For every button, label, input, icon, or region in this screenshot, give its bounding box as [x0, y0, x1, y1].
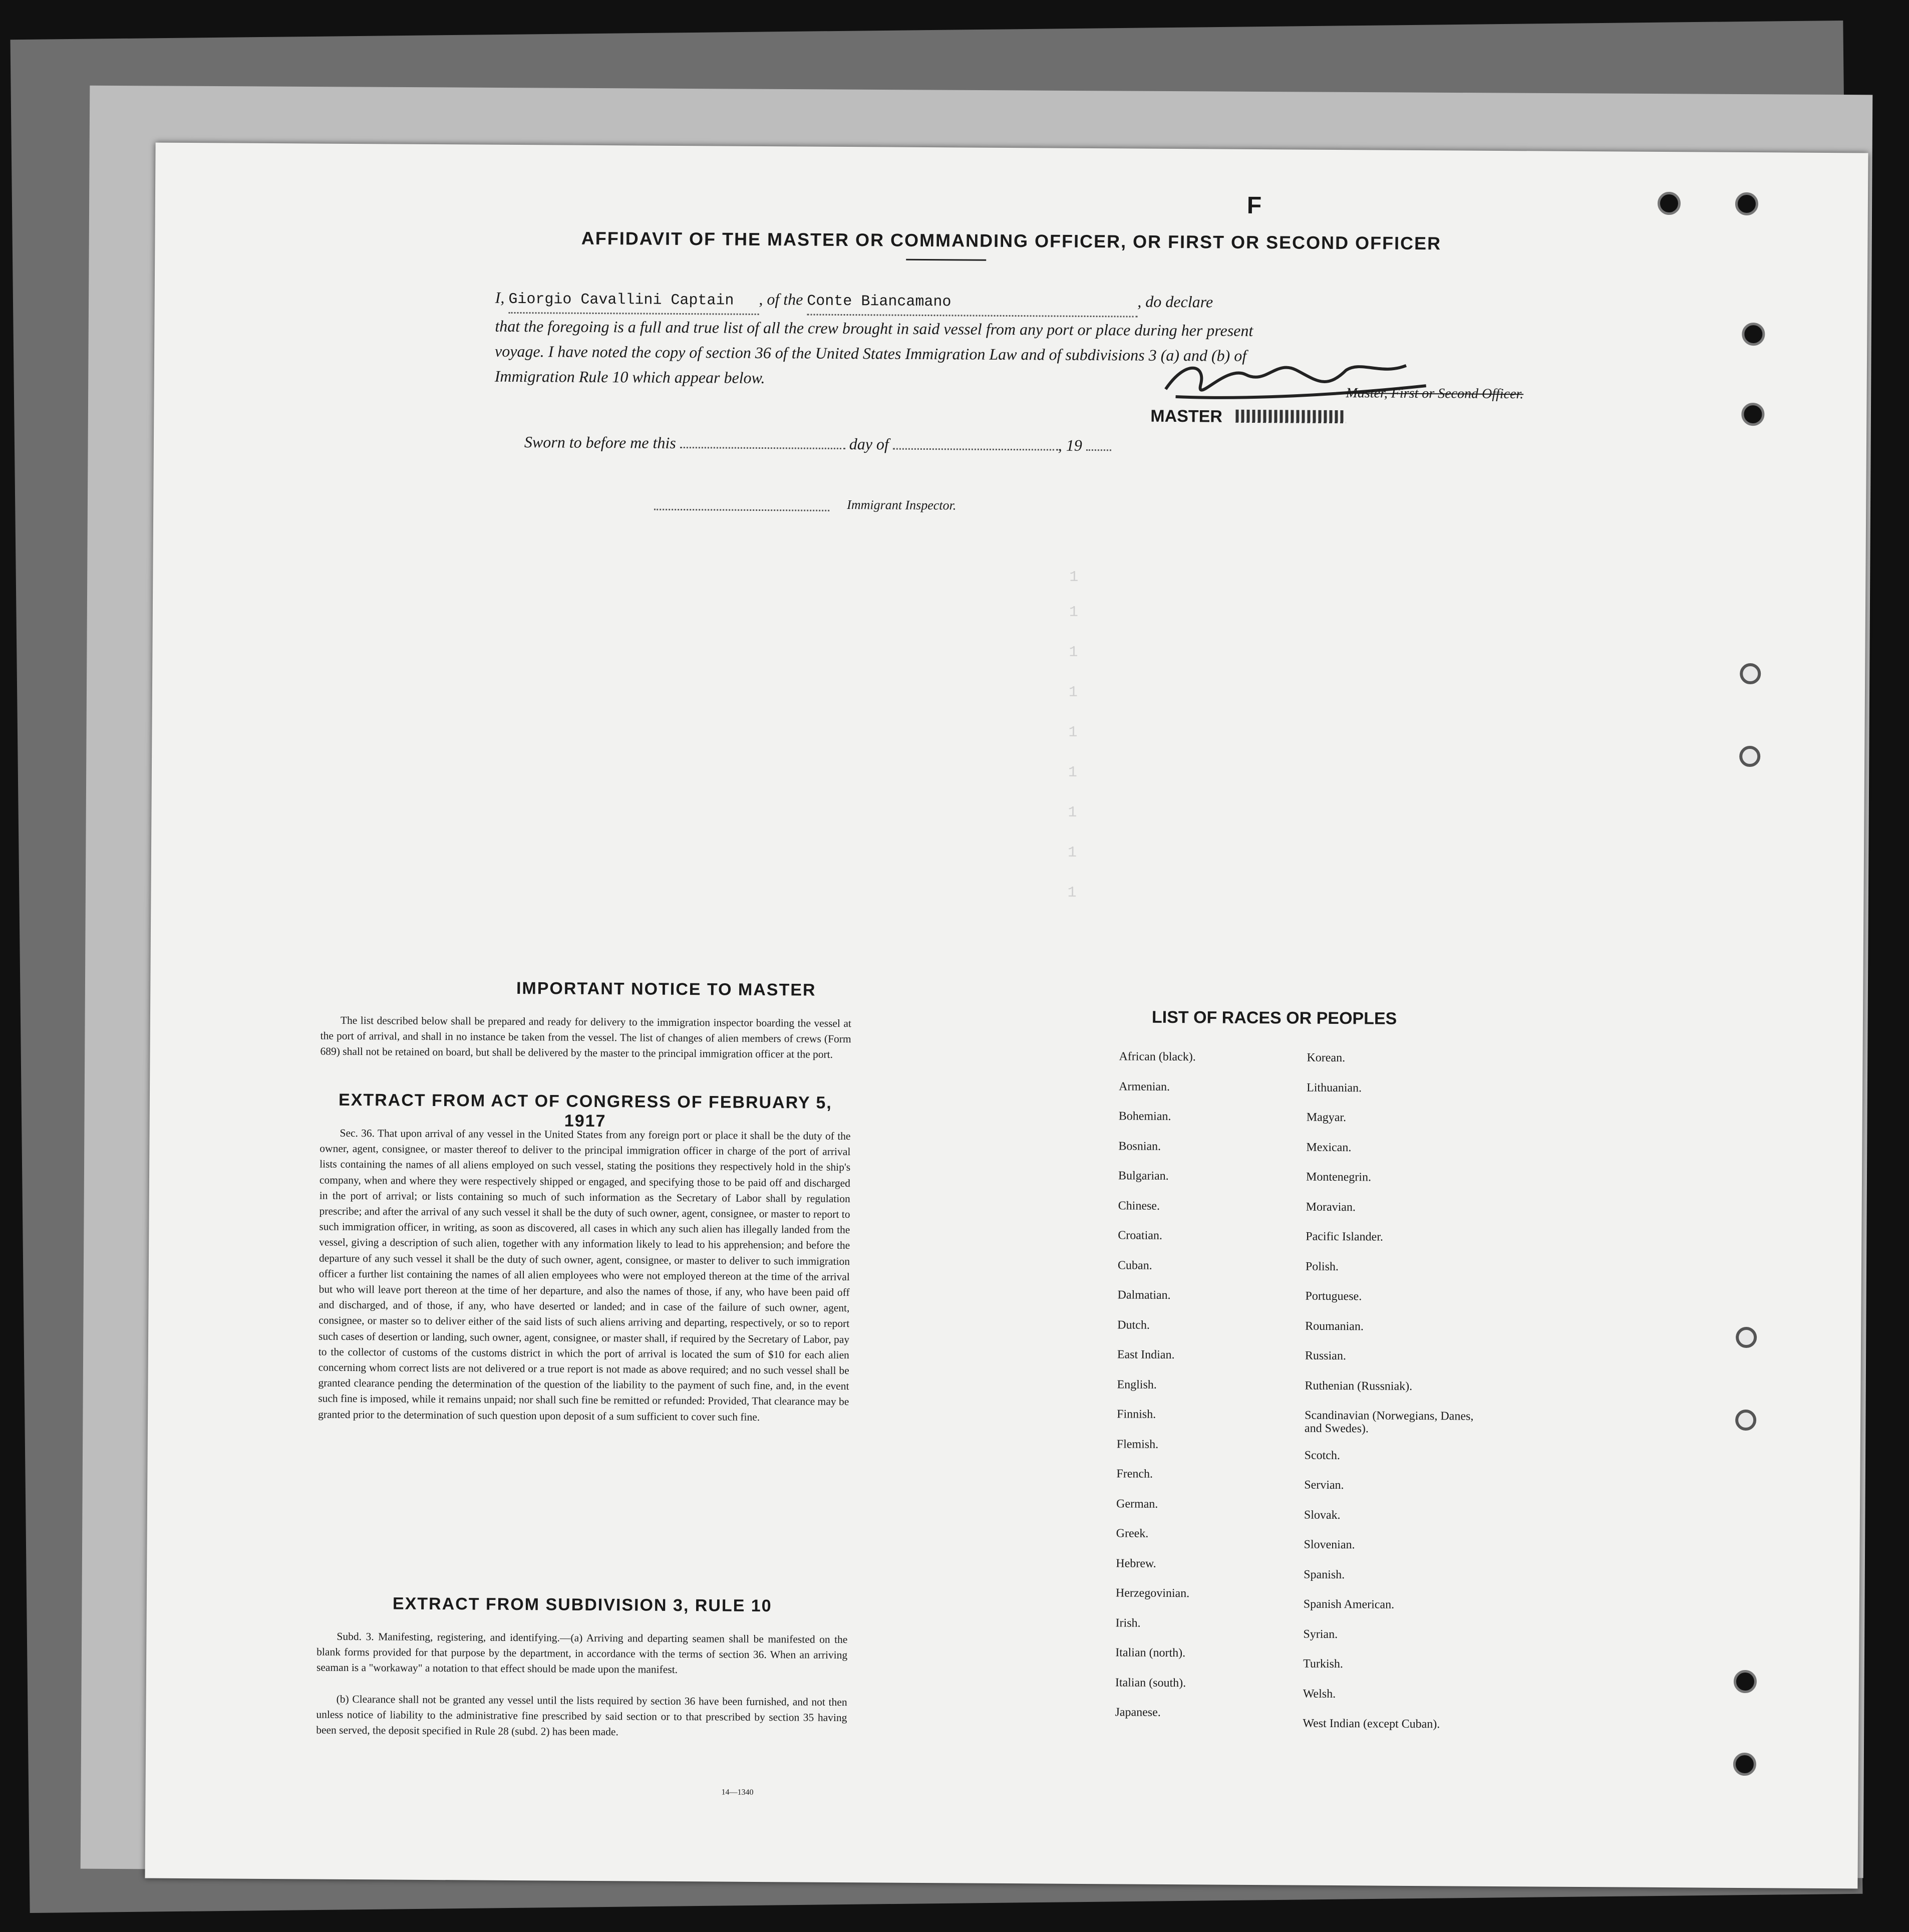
race-item: Finnish. [1117, 1408, 1156, 1421]
race-item: Italian (north). [1115, 1646, 1186, 1660]
affidavit-title: AFFIDAVIT OF THE MASTER OR COMMANDING OFFICER, OR FIRST OR SECOND OFFICER [581, 227, 1442, 254]
officer-name: Giorgio Cavallini Captain [508, 291, 734, 310]
punch-hole-icon [1733, 1753, 1756, 1776]
punch-hole-icon [1742, 323, 1765, 346]
signature-caption: Master, First or Second Officer. [1346, 385, 1524, 402]
race-item: Mexican. [1306, 1141, 1352, 1154]
race-item: Polish. [1305, 1260, 1339, 1273]
race-item: Servian. [1304, 1478, 1344, 1492]
vessel-name: Conte Biancamano [807, 293, 951, 311]
race-item: Croatian. [1118, 1229, 1163, 1242]
race-item: Bulgarian. [1118, 1169, 1169, 1183]
race-item: Syrian. [1303, 1627, 1338, 1641]
sworn-prefix: Sworn to before me this [524, 433, 676, 452]
punch-hole-icon [1736, 1327, 1757, 1348]
race-item: East Indian. [1117, 1348, 1175, 1362]
race-item: Portuguese. [1305, 1289, 1362, 1303]
race-item: Pacific Islander. [1306, 1230, 1384, 1244]
race-item: Slovak. [1304, 1508, 1341, 1522]
race-item: Dalmatian. [1117, 1288, 1171, 1302]
punch-hole-icon [1735, 1410, 1756, 1431]
form-number: 14—1340 [721, 1788, 754, 1797]
race-item: Bosnian. [1118, 1139, 1161, 1153]
race-item: Spanish. [1304, 1568, 1345, 1581]
race-item: Moravian. [1306, 1200, 1356, 1214]
race-item: Russian. [1305, 1349, 1346, 1363]
race-item: Montenegrin. [1306, 1170, 1372, 1184]
race-item: Spanish American. [1303, 1597, 1395, 1611]
race-item: Turkish. [1303, 1657, 1344, 1671]
decl-line-3: voyage. I have noted the copy of section 36 of the United States Immigration Law and of subdivisions 3 (a) and (b) of [494, 342, 1247, 365]
race-item: Hebrew. [1116, 1556, 1156, 1570]
race-item: Cuban. [1117, 1258, 1152, 1272]
notice-heading: IMPORTANT NOTICE TO MASTER [516, 979, 816, 1000]
rule-text-a: Subd. 3. Manifesting, registering, and identifying.—(a) Arriving and departing seamen shall be manifested on the blank forms provided for that purpose by the department, in accordance with the terms of section 36. When an arriving seaman is a "workaway" a notation to that effect should be made upon the manifest. [316, 1630, 848, 1676]
race-item: Italian (south). [1115, 1676, 1186, 1690]
race-item: French. [1116, 1467, 1153, 1481]
race-item: Welsh. [1303, 1687, 1336, 1701]
race-item: Bohemian. [1118, 1110, 1171, 1124]
race-item: Ruthenian (Russniak). [1305, 1379, 1413, 1393]
punch-hole-icon [1658, 192, 1681, 215]
race-item: Scotch. [1304, 1449, 1341, 1462]
race-item: English. [1117, 1377, 1157, 1392]
race-item: Japanese. [1115, 1706, 1161, 1719]
punch-hole-icon [1740, 663, 1761, 684]
race-item: Lithuanian. [1307, 1081, 1362, 1094]
inspector-label: Immigrant Inspector. [847, 497, 957, 513]
race-item: African (black). [1119, 1050, 1196, 1064]
punch-hole-icon [1739, 746, 1760, 767]
struck-out-text [1235, 410, 1346, 423]
title-divider [906, 259, 986, 261]
notice-text: The list described below shall be prepared and ready for delivery to the immigration inspector boarding the vessel at the port of arrival, and shall in no instance be taken from the vessel. The list of changes of alien members of crews (Form 689) shall not be retained on board, but shall be delivered by the master to the principal immigration officer at the port. [320, 1014, 851, 1061]
race-item: German. [1116, 1497, 1158, 1511]
race-item: Herzegovinian. [1115, 1586, 1190, 1600]
sworn-day-of: day of [849, 435, 889, 453]
race-item: Roumanian. [1305, 1319, 1364, 1333]
form-letter: F [1246, 192, 1262, 219]
race-item: Chinese. [1118, 1199, 1160, 1213]
act-heading: EXTRACT FROM ACT OF CONGRESS OF FEBRUARY 5, 1917 [338, 1090, 832, 1131]
decl-of-the: , of the [759, 290, 803, 309]
punch-hole-icon [1734, 1670, 1757, 1693]
race-item: Dutch. [1117, 1318, 1150, 1332]
race-item: Greek. [1116, 1527, 1149, 1540]
punch-hole-icon [1735, 192, 1758, 215]
race-item: Flemish. [1116, 1437, 1159, 1451]
rule-text-b: (b) Clearance shall not be granted any vessel until the lists required by section 36 have been furnished, and not then unless notice of liability to the administrative fine prescribed by said section or to that prescribed by section 35 having been served, the deposit specified in Rule 28 (subd. 2) has been made. [316, 1693, 847, 1738]
signature-icon [1145, 354, 1436, 411]
race-item: Scandinavian (Norwegians, Danes, and Swedes). [1304, 1409, 1474, 1436]
inspector-signature-line [654, 509, 829, 511]
act-text: Sec. 36. That upon arrival of any vessel in the United States from any foreign port or place it shall be the duty of the owner, agent, consignee, or master thereof to deliver to the principal immigration officer in charge of the port of arrival lists containing the names of all aliens employed on such vessel, stating the positions they respectively hold in the ship's company, when and where they were respectively shipped or engaged, and specifying those to be paid off and discharged in the port of arrival; or lists containing so much of such information as the Secretary of Labor shall by regulation prescribe; and after the arrival of any such vessel it shall be the duty of such owner, agent, consignee, or master to report to such immigration officer, in writing, as soon as discovered, all cases in which any such alien has illegally landed from the vessel, giving a description of such alien, together with any information likely to lead to his apprehension; and before the departure of any such vessel it shall be the duty of such owner, agent, consignee, or master to deliver to such immigration officer a further list containing the names of all alien employees who were not employed thereon at the time of the arrival but who will leave port thereon at the time of her departure, and also the names of those, if any, who have been paid off and discharged, and of those, if any, who have deserted or landed; and in case of the failure of such owner, agent, consignee, or master so to deliver either of the said lists of such aliens arriving and departing, respectively, or so to report such cases of desertion or landing, such owner, agent, consignee, or master shall, if required by the Secretary of Labor, pay to the collector of customs of the customs district in which the port of arrival is located the sum of $10 for each alien concerning whom correct lists are not delivered or a true report is not made as above required; and no such vessel shall be granted clearance pending the determination of the question of the liability to the payment of such fine, and, in the event such fine is imposed, while it remains unpaid; nor shall such fine be remitted or refunded: Provided, That clearance may be granted prior to the determination of such question upon deposit of a sum sufficient to cover such fine. [318, 1127, 851, 1423]
race-item: Korean. [1307, 1051, 1346, 1065]
punch-hole-icon [1741, 403, 1764, 426]
race-item: Armenian. [1119, 1079, 1170, 1093]
races-heading: LIST OF RACES OR PEOPLES [1151, 1007, 1397, 1028]
race-item: Irish. [1115, 1616, 1141, 1630]
decl-do-declare: , do declare [1137, 292, 1213, 311]
decl-line-4: Immigration Rule 10 which appear below. [494, 367, 765, 387]
race-item: West Indian (except Cuban). [1303, 1717, 1440, 1731]
race-item: Magyar. [1306, 1111, 1347, 1125]
rule-heading: EXTRACT FROM SUBDIVISION 3, RULE 10 [392, 1594, 772, 1616]
decl-line-2: that the foregoing is a full and true list of all the crew brought in said vessel from any port or place during her present [495, 317, 1253, 340]
decl-i: I, [495, 288, 505, 307]
sworn-line [524, 433, 1111, 455]
affidavit-sheet: F AFFIDAVIT OF THE MASTER OR COMMANDING OFFICER, OR FIRST OR SECOND OFFICER I, Giorgio Cavallini Captain , of the Conte Biancamano , do declare that the foregoing is a full and true list of all the crew brought in said vessel from any port or place during her present voyage. I have noted the copy of section 36 of the United States Immigration Law and of subdivisions 3 (a) and (b) of Immigration Rule 10 which appear below. Master, First or Second Officer. MASTER Sworn to before me this day of , 19 Immigrant Inspector. 1 1 1 1 1 1 1 1 1 IMPORTANT NOTICE TO MASTER The list described below shall be prepared and ready for delivery to the immigration inspector boarding the vessel at the port of arrival, and shall in no instance be taken from the vessel. The list of changes of alien members of crews (Form 689) shall not be retained on board, but shall be delivered by the master to the principal immigration officer at the port. EXTRACT FROM ACT OF CONGRESS OF FEBRUARY 5, 1917 Sec. 36. That upon arrival of any vessel in the United States from any foreign port or place it shall be the duty of the owner, agent, consignee, or master thereof to deliver to the principal immigration officer in charge of the port of arrival lists containing the names of all aliens employed on such vessel, stating the positions they respectively hold in the ship's company, when and where they were respectively shipped or engaged, and specifying those to be paid off and discharged in the port of arrival; or lists containing so much of such information as the Secretary of Labor shall by regulation prescribe; and after the arrival of any such vessel it shall be the duty of such owner, agent, consignee, or master to report to such immigration officer, in writing, as soon as discovered, all cases in which any such alien has illegally landed from the vessel, giving a description of such alien, together with any information likely to lead to his apprehension; and before the departure of any such vessel it shall be the duty of such owner, agent, consignee, or master to deliver to such immigration officer a further list containing the names of all alien employees who were not employed thereon at the time of the arrival but who will leave port thereon at the time of her departure, and also the names of those, if any, who have been paid off and discharged, and of those, if any, who have deserted or landed; and in case of the failure of such owner, agent, consignee, or master so to deliver either of the said lists of such aliens arriving and departing, respectively, or so to report such cases of desertion or landing, such owner, agent, consignee, or master shall, if required by the Secretary of Labor, pay to the collector of customs of the customs district in which the port of arrival is located the sum of $10 for each alien concerning whom correct lists are not delivered or a true report is not made as above required; and no such vessel shall be granted clearance pending the determination of the question of the liability to the payment of such fine, and, in the event such fine is imposed, while it remains unpaid; nor shall such fine be remitted or refunded: Provided, That clearance may be granted prior to the determination of such question upon deposit of a sum sufficient to cover such fine. EXTRACT FROM SUBDIVISION 3, RULE 10 Subd. 3. Manifesting, registering, and identifying.—(a) Arriving and departing seamen shall be manifested on the blank forms provided for that purpose by the department, in accordance with the terms of section 36. When an arriving seaman is a "workaway" a notation to that effect should be made upon the manifest. (b) Clearance shall not be granted any vessel until the lists required by section 36 have been furnished, and not then unless notice of liability to the administrative fine prescribed by said section or to that prescribed by section 35 having been served, the deposit specified in Rule 28 (subd. 2) has been made. 14—1340 LIST OF RACES OR PEOPLES African (black). Armenian. Bohemian. Bosnian. Bulgarian. Chinese. Croatian. Cuban. Dalmatian. Dutch. East Indian. English. Finnish. Flemish. French. German. Greek. Hebrew. Herzegovinian. Irish. Italian (north). Italian (south). Japanese. Korean. Lithuanian. Magyar. Mexican. Montenegrin. Moravian. Pacific Islander. Polish. Portuguese. Roumanian. Russian. Ruthenian (Russniak). Scandinavian (Norwegians, Danes, and Swedes). Scotch. Servian. Slovak. Slovenian. Spanish. Spanish American. Syrian. Turkish. Welsh. West Indian (except Cuban). [145, 143, 1868, 1889]
race-item: Slovenian. [1304, 1538, 1355, 1552]
sworn-year: , 19 [1058, 436, 1082, 454]
master-stamp: MASTER [1150, 406, 1222, 426]
